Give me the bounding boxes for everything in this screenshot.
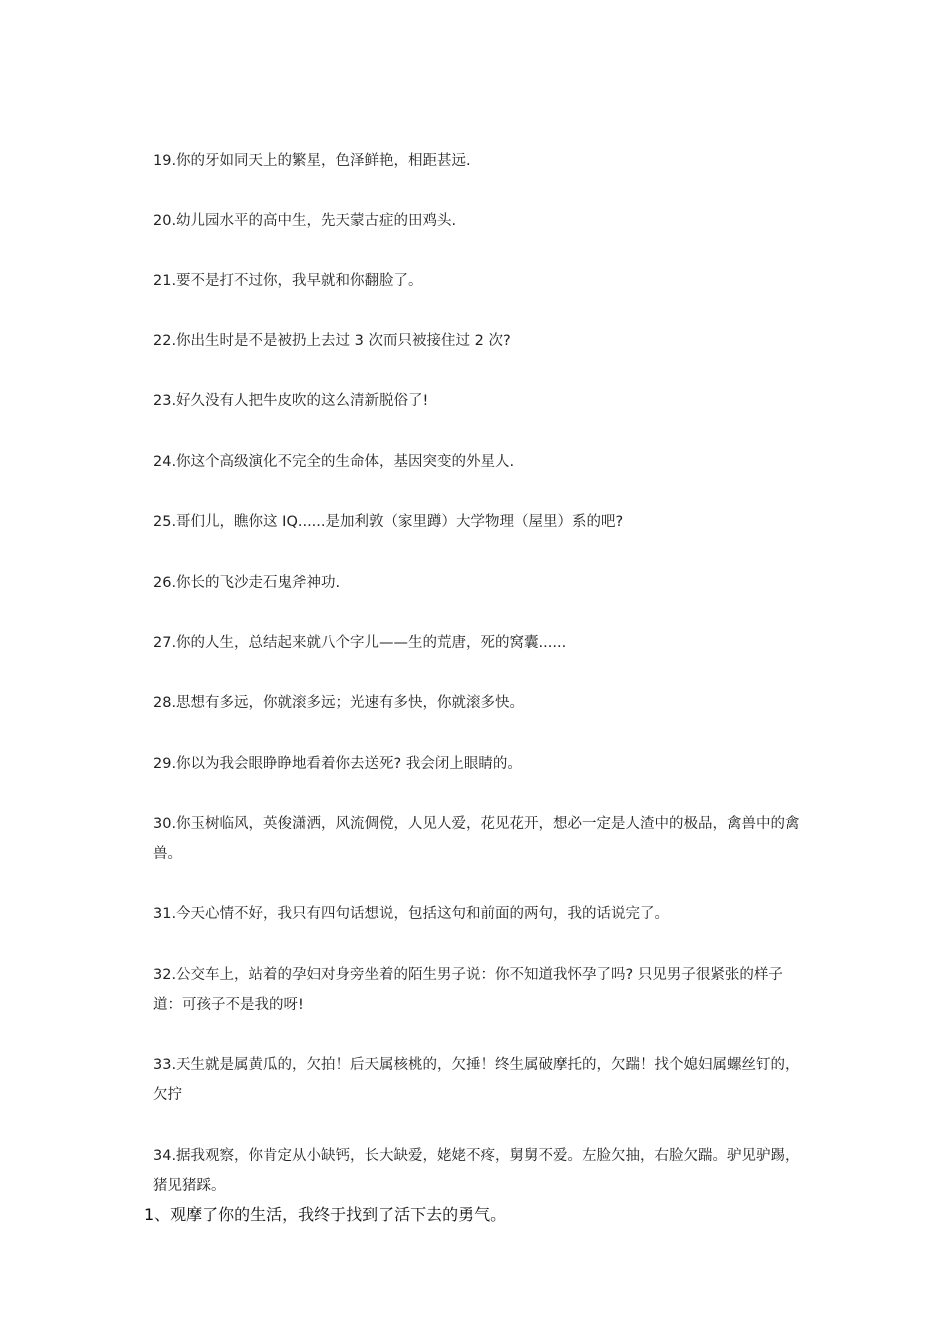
list-item: 21.要不是打不过你，我早就和你翻脸了。 (153, 273, 423, 289)
list-item: 31.今天心情不好，我只有四句话想说，包括这句和前面的两句，我的话说完了。 (153, 906, 670, 922)
list-item: 34.据我观察，你肯定从小缺钙，长大缺爱，姥姥不疼，舅舅不爱。左脸欠抽，右脸欠踹。驴见驴踢，猪见猪踩。 (153, 1148, 800, 1194)
list-item: 28.思想有多远，你就滚多远；光速有多快，你就滚多快。 (153, 695, 525, 711)
list-item: 22.你出生时是不是被扔上去过 3 次而只被接住过 2 次? (153, 333, 511, 349)
list-item: 29.你以为我会眼睁睁地看着你去送死? 我会闭上眼睛的。 (153, 756, 522, 772)
list-item: 32.公交车上，站着的孕妇对身旁坐着的陌生男子说：你不知道我怀孕了吗? 只见男子很紧张的样子道：可孩子不是我的呀! (153, 967, 783, 1013)
list-item: 25.哥们儿，瞧你这 IQ......是加利敦（家里蹲）大学物理（屋里）系的吧? (153, 514, 624, 530)
footer-line: 1、观摩了你的生活，我终于找到了活下去的勇气。 (144, 1205, 507, 1224)
list-item: 23.好久没有人把牛皮吹的这么清新脱俗了! (153, 393, 429, 409)
list-item: 30.你玉树临风，英俊潇洒，风流倜傥，人见人爱，花见花开，想必一定是人渣中的极品，禽兽中的禽兽。 (153, 816, 800, 862)
list-item: 20.幼儿园水平的高中生，先天蒙古症的田鸡头. (153, 213, 457, 229)
list-item: 26.你长的飞沙走石鬼斧神功. (153, 575, 341, 591)
list-item: 19.你的牙如同天上的繁星，色泽鲜艳，相距甚远. (153, 153, 471, 169)
list-item: 24.你这个高级演化不完全的生命体，基因突变的外星人. (153, 454, 515, 470)
list-item: 27.你的人生，总结起来就八个字儿——生的荒唐，死的窝囊...... (153, 635, 567, 651)
list-item: 33.天生就是属黄瓜的，欠拍！后天属核桃的，欠捶！终生属破摩托的，欠踹！找个媳妇属螺丝钉的，欠拧 (153, 1057, 800, 1103)
